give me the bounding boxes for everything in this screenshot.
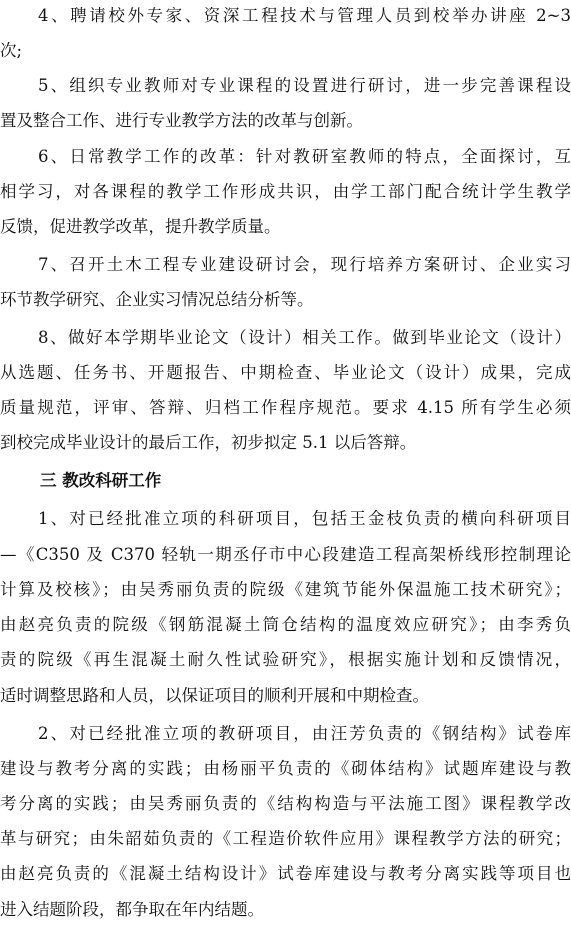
text-line: 从选题、任务书、开题报告、中期检查、毕业论文（设计）成果，完成 bbox=[0, 363, 571, 382]
text-line: 责的院级《再生混凝土耐久性试验研究》，根据实施计划和反馈情况， bbox=[0, 650, 571, 669]
text-line: 计算及校核》；由吴秀丽负责的院级《建筑节能外保温施工技术研究》； bbox=[0, 580, 571, 599]
text-line: 由赵亮负责的《混凝土结构设计》试卷库建设与教考分离实践等项目也 bbox=[0, 864, 571, 883]
text-line: 4、聘请校外专家、资深工程技术与管理人员到校举办讲座 2~3 bbox=[38, 6, 571, 25]
text-line: 6、日常教学工作的改革：针对教研室教师的特点，全面探讨，互 bbox=[38, 147, 571, 166]
text-line: 考分离的实践；由吴秀丽负责的《结构构造与平法施工图》课程教学改 bbox=[0, 794, 571, 813]
text-line: 2、对已经批准立项的教研项目，由汪芳负责的《钢结构》试卷库 bbox=[38, 724, 571, 743]
text-line: 环节教学研究、企业实习情况总结分析等。 bbox=[0, 290, 314, 309]
section-heading: 三 教改科研工作 bbox=[40, 471, 162, 490]
text-line: 建设与教考分离的实践；由杨丽平负责的《砌体结构》试题库建设与教 bbox=[0, 759, 571, 778]
text-line: 革与研究；由朱韶茹负责的《工程造价软件应用》课程教学方法的研究； bbox=[0, 829, 571, 848]
text-line: —《C350 及 C370 轻轨一期丞仔市中心段建造工程高架桥线形控制理论 bbox=[0, 545, 571, 564]
text-line: 适时调整思路和人员，以保证项目的顺利开展和中期检查。 bbox=[0, 686, 429, 705]
text-line: 1、对已经批准立项的科研项目，包括王金枝负责的横向科研项目 bbox=[38, 509, 571, 528]
text-line: 7、召开土木工程专业建设研讨会，现行培养方案研讨、企业实习 bbox=[38, 255, 571, 274]
text-line: 相学习，对各课程的教学工作形成共识，由学工部门配合统计学生教学 bbox=[0, 182, 571, 201]
text-line: 进入结题阶段，都争取在年内结题。 bbox=[0, 900, 264, 919]
text-line: 到校完成毕业设计的最后工作，初步拟定 5.1 以后答辩。 bbox=[0, 433, 417, 452]
text-line: 5、组织专业教师对专业课程的设置进行研讨，进一步完善课程设 bbox=[38, 76, 571, 95]
text-line: 8、做好本学期毕业论文（设计）相关工作。做到毕业论文（设计） bbox=[38, 328, 571, 347]
text-line: 次; bbox=[0, 41, 23, 60]
text-line: 反馈，促进教学改革，提升教学质量。 bbox=[0, 217, 281, 236]
text-line: 质量规范，评审、答辩、归档工作程序规范。要求 4.15 所有学生必须 bbox=[0, 398, 571, 417]
text-line: 置及整合工作、进行专业教学方法的改革与创新。 bbox=[0, 111, 363, 130]
text-line: 由赵亮负责的院级《钢筋混凝土筒仓结构的温度效应研究》；由李秀负 bbox=[0, 615, 571, 634]
